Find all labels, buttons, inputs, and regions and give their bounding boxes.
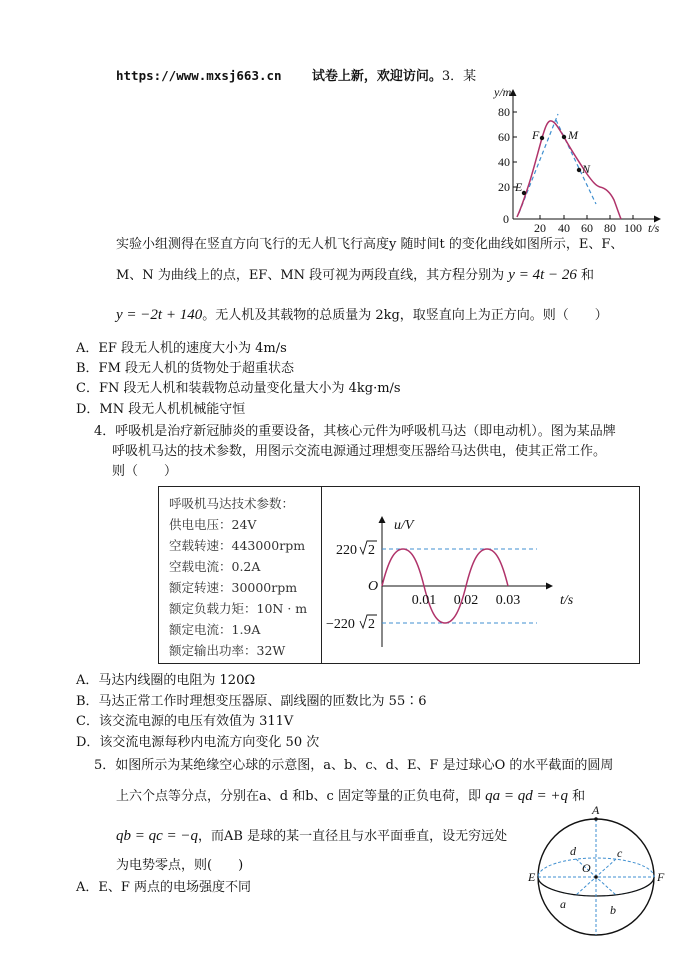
label-e-left: E [528, 870, 536, 884]
header-url[interactable]: https://www.mxsj663.cn [116, 68, 282, 83]
spec-rated-speed: 额定转速：30000rpm [169, 580, 298, 595]
label-e: E [515, 180, 523, 194]
q3-line3 [116, 306, 608, 325]
q4-line2: 呼吸机马达的技术参数，用图示交流电源通过理想变压器给马达供电，使其正常工作。 [112, 444, 607, 459]
peak-label: 220 [336, 543, 357, 558]
q4-option-c[interactable]: C．该交流电源的电压有效值为 311V [76, 714, 294, 729]
y-tick-40: 40 [498, 155, 510, 169]
label-f-right: F [657, 870, 665, 884]
point-n [577, 168, 581, 172]
q4-line1: 4．呼吸机是治疗新冠肺炎的重要设备，其核心元件为呼吸机马达（即电动机）。图为某品牌 [94, 424, 616, 439]
q5-line4: 为电势零点，则( ) [116, 858, 244, 873]
motor-spec-figure [158, 486, 640, 664]
header-line [116, 67, 476, 86]
spec-title: 呼吸机马达技术参数： [169, 496, 295, 511]
point-m [562, 135, 566, 139]
q3-option-c[interactable]: C．FN 段无人机和装载物总动量变化量大小为 4kg·m/s [76, 381, 401, 396]
q5-line2-and: 和 [572, 789, 586, 804]
t-tick-002: 0.02 [453, 593, 479, 608]
q3-line2 [116, 266, 594, 285]
label-d: d [570, 844, 576, 858]
y-tick-60: 60 [498, 130, 510, 144]
q3-line1: 实验小组测得在竖直方向飞行的无人机飞行高度y 随时间t 的变化曲线如图所示，E、F、 [116, 237, 624, 252]
y-axis-label: y/m [494, 85, 512, 99]
x-axis-label: t/s [648, 221, 660, 234]
wave-origin: O [368, 579, 379, 594]
q4-option-a[interactable]: A．马达内线圈的电阻为 120Ω [76, 673, 256, 688]
q3-line3-text: 。无人机及其载物的总质量为 2kg，取竖直向上为正方向。则（ ） [202, 308, 608, 323]
spec-rated-current: 额定电流：1.9A [169, 622, 261, 637]
q5-line2 [116, 787, 585, 806]
q5-option-a[interactable]: A．E、F 两点的电场强度不同 [76, 880, 252, 895]
u-axis-label: u/V [394, 518, 414, 533]
q3-line2-text: M、N 为曲线上的点，EF、MN 段可视为两段直线，其方程分别为 [116, 268, 505, 283]
peak-root: 2 [368, 543, 375, 558]
q4-line3: 则（ ） [112, 464, 178, 479]
x-tick-80: 80 [604, 221, 616, 234]
q5-charge-eq2: qb = qc = −q [116, 828, 199, 844]
label-f: F [532, 128, 540, 142]
q5-charge-eq1: qa = qd = +q [485, 788, 568, 804]
graph-origin: 0 [503, 212, 509, 226]
q3-option-a[interactable]: A．EF 段无人机的速度大小为 4m/s [76, 341, 287, 356]
spec-noload-current: 空载电流：0.2A [169, 559, 261, 574]
trough-label: −220 [326, 617, 355, 632]
q5-line3-text: ，而AB 是球的某一直径且与水平面垂直，设无穷远处 [198, 829, 508, 844]
point-e [522, 191, 526, 195]
q3-start: 3．某 [441, 69, 477, 84]
q5-line2-text: 上六个点等分点，分别在a、d 和b、c 固定等量的正负电荷，即 [116, 789, 481, 804]
q3-line2-and: 和 [581, 268, 595, 283]
q3-equation-mn: y = −2t + 140 [116, 307, 203, 323]
sphere-diagram [526, 800, 666, 950]
q4-option-d[interactable]: D．该交流电源每秒内电流方向变化 50 次 [76, 735, 320, 750]
point-f [540, 136, 544, 140]
spec-noload-speed: 空载转速：443000rpm [169, 538, 306, 553]
label-a-top: A [592, 803, 600, 817]
q5-line1: 5．如图所示为某绝缘空心球的示意图，a、b、c、d、E、F 是过球心O 的水平截面的圆周 [94, 758, 614, 773]
label-o: O [582, 861, 591, 875]
label-b: b [610, 903, 616, 917]
t-tick-003: 0.03 [495, 593, 521, 608]
x-tick-60: 60 [581, 221, 593, 234]
q3-option-b[interactable]: B．FM 段无人机的货物处于超重状态 [76, 361, 295, 376]
trough-root: 2 [368, 617, 375, 632]
label-n: N [582, 162, 591, 176]
q4-option-b[interactable]: B．马达正常工作时理想变压器原、副线圈的匝数比为 55∶6 [76, 694, 427, 709]
q3-equation-ef: y = 4t − 26 [508, 267, 577, 283]
motor-spec-list [169, 493, 307, 661]
q5-line3 [116, 827, 507, 846]
ac-waveform [322, 487, 638, 662]
t-axis-label: t/s [560, 593, 574, 608]
y-tick-20: 20 [498, 180, 510, 194]
spec-supply-voltage: 供电电压：24V [169, 517, 257, 532]
y-tick-80: 80 [498, 105, 510, 119]
t-tick-001: 0.01 [411, 593, 437, 608]
spec-rated-torque: 额定负载力矩：10N · m [169, 601, 308, 616]
spec-rated-power: 额定输出功率：32W [169, 643, 286, 658]
label-m: M [568, 128, 578, 142]
x-tick-40: 40 [558, 221, 570, 234]
x-tick-20: 20 [534, 221, 546, 234]
q3-option-d[interactable]: D．MN 段无人机机械能守恒 [76, 402, 246, 417]
label-c: c [617, 846, 623, 860]
header-notice: 试卷上新，欢迎访问。 [311, 69, 442, 84]
height-time-graph [488, 84, 668, 234]
x-tick-100: 100 [624, 221, 642, 234]
label-a-lower: a [560, 897, 566, 911]
